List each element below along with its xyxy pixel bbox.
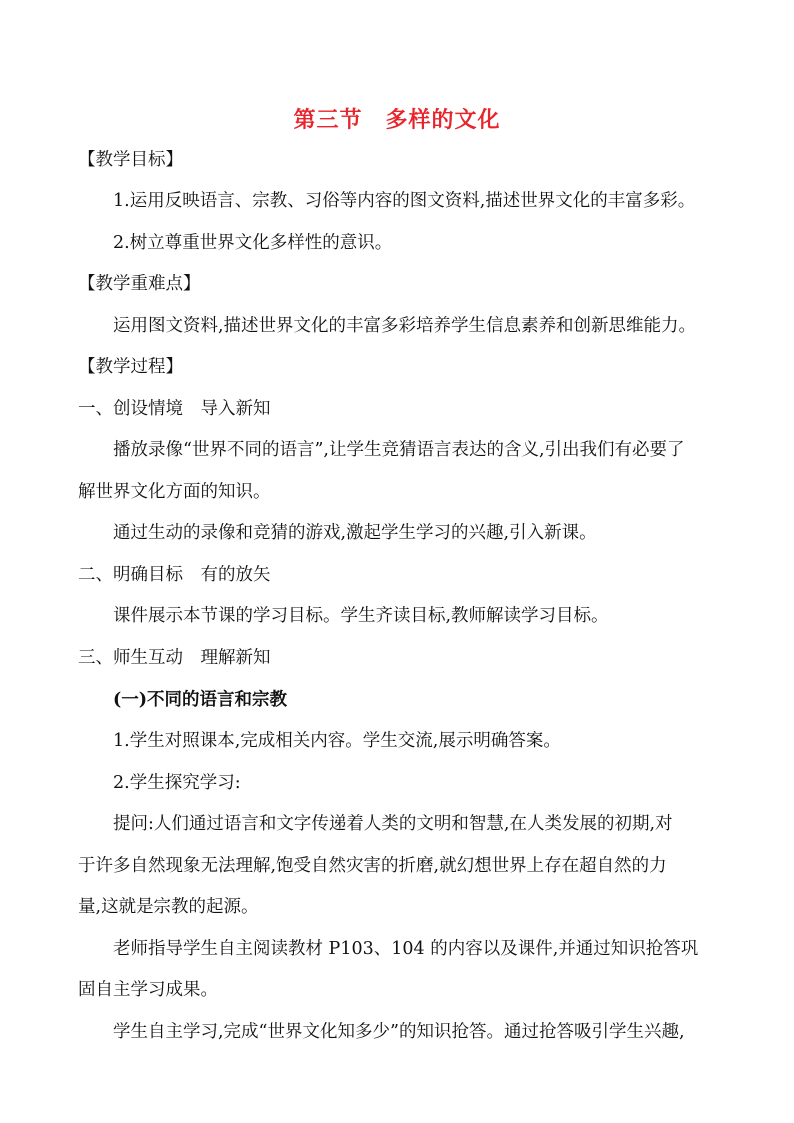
process-heading: 【教学过程】: [78, 357, 183, 377]
paragraph: 通过生动的录像和竞猜的游戏,激起学生学习的兴趣,引入新课。: [113, 523, 597, 543]
page-title: 第三节 多样的文化: [293, 108, 501, 133]
paragraph: 2.学生探究学习:: [113, 773, 241, 793]
paragraph-line: 固自主学习成果。: [78, 980, 218, 1000]
section-1-heading: 一、创设情境 导入新知: [78, 399, 271, 419]
paragraph-line: 解世界文化方面的知识。: [78, 482, 271, 502]
paragraph-line: 量,这就是宗教的起源。: [78, 897, 259, 917]
paragraph-line: 播放录像“世界不同的语言”,让学生竞猜语言表达的含义,引出我们有必要了: [113, 440, 685, 460]
paragraph: 课件展示本节课的学习目标。学生齐读目标,教师解读学习目标。: [113, 606, 609, 626]
subsection-heading: (一)不同的语言和宗教: [113, 690, 288, 710]
paragraph-line: 于许多自然现象无法理解,饱受自然灾害的折磨,就幻想世界上存在超自然的力: [78, 856, 667, 876]
paragraph-line: 学生自主学习,完成“世界文化知多少”的知识抢答。通过抢答吸引学生兴趣,: [113, 1022, 685, 1042]
section-2-heading: 二、明确目标 有的放矢: [78, 565, 271, 585]
paragraph-line: 老师指导学生自主阅读教材 P103、104 的内容以及课件,并通过知识抢答巩: [113, 939, 699, 959]
goal-2: 2.树立尊重世界文化多样性的意识。: [113, 233, 393, 253]
goals-heading: 【教学目标】: [78, 150, 183, 170]
key-text: 运用图文资料,描述世界文化的丰富多彩培养学生信息素养和创新思维能力。: [113, 316, 697, 336]
key-heading: 【教学重难点】: [78, 274, 201, 294]
paragraph-line: 提问:人们通过语言和文字传递着人类的文明和智慧,在人类发展的初期,对: [113, 814, 673, 834]
section-3-heading: 三、师生互动 理解新知: [78, 648, 271, 668]
paragraph: 1.学生对照课本,完成相关内容。学生交流,展示明确答案。: [113, 731, 561, 751]
goal-1: 1.运用反映语言、宗教、习俗等内容的图文资料,描述世界文化的丰富多彩。: [113, 191, 696, 211]
